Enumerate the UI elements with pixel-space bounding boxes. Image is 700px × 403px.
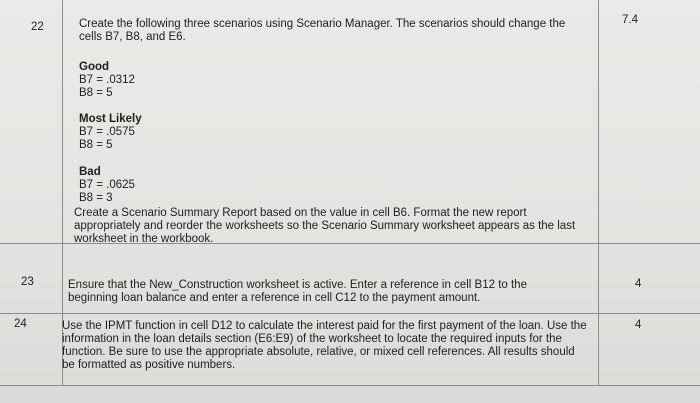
row-number-24: 24 — [14, 318, 27, 330]
row-divider-23-24 — [0, 313, 700, 314]
row-points-24: 4 — [635, 319, 642, 331]
scenario-most-likely-b7: B7 = .0575 — [79, 126, 135, 138]
column-divider-right — [598, 0, 599, 386]
scenario-bad-name: Bad — [79, 166, 101, 178]
scenario-most-likely — [79, 113, 142, 152]
scenario-bad-b8: B8 = 3 — [79, 192, 113, 204]
scenario-good-b7: B7 = .0312 — [79, 74, 135, 86]
scenario-good-name: Good — [79, 61, 110, 73]
row-24-text: Use the IPMT function in cell D12 to calculate the interest paid for the first payment of the loan. Use the information in the loan details section (E6:E9) of the worksheet to locate the required inputs for the function. Be sure to use the appropriate absolute, relative, or mixed cell references. All results should be formatted as positive numbers. — [62, 320, 587, 371]
scenario-good — [79, 61, 135, 100]
scenario-good-b8: B8 = 5 — [79, 87, 113, 99]
scenario-bad — [79, 166, 135, 205]
row-22-closing: Create a Scenario Summary Report based on the value in cell B6. Format the new report appropriately and reorder the worksheets so the Scenario Summary worksheet appears as the last worksheet in the workbook. — [74, 207, 576, 245]
row-number-23: 23 — [21, 276, 34, 288]
row-number-22: 22 — [31, 21, 44, 33]
scenario-most-likely-b8: B8 = 5 — [79, 139, 113, 151]
row-points-23: 4 — [635, 278, 642, 290]
scenario-most-likely-name: Most Likely — [79, 113, 142, 125]
row-points-22: 7.4 — [622, 14, 638, 26]
row-23-text: Ensure that the New_Construction worksheet is active. Enter a reference in cell B12 to the beginning loan balance and enter a reference in cell C12 to the payment amount. — [68, 279, 527, 304]
row-22-intro: Create the following three scenarios using Scenario Manager. The scenarios should change the cells B7, B8, and E6. — [79, 18, 566, 43]
scenario-bad-b7: B7 = .0625 — [79, 179, 135, 191]
table-bottom-border — [0, 385, 700, 386]
